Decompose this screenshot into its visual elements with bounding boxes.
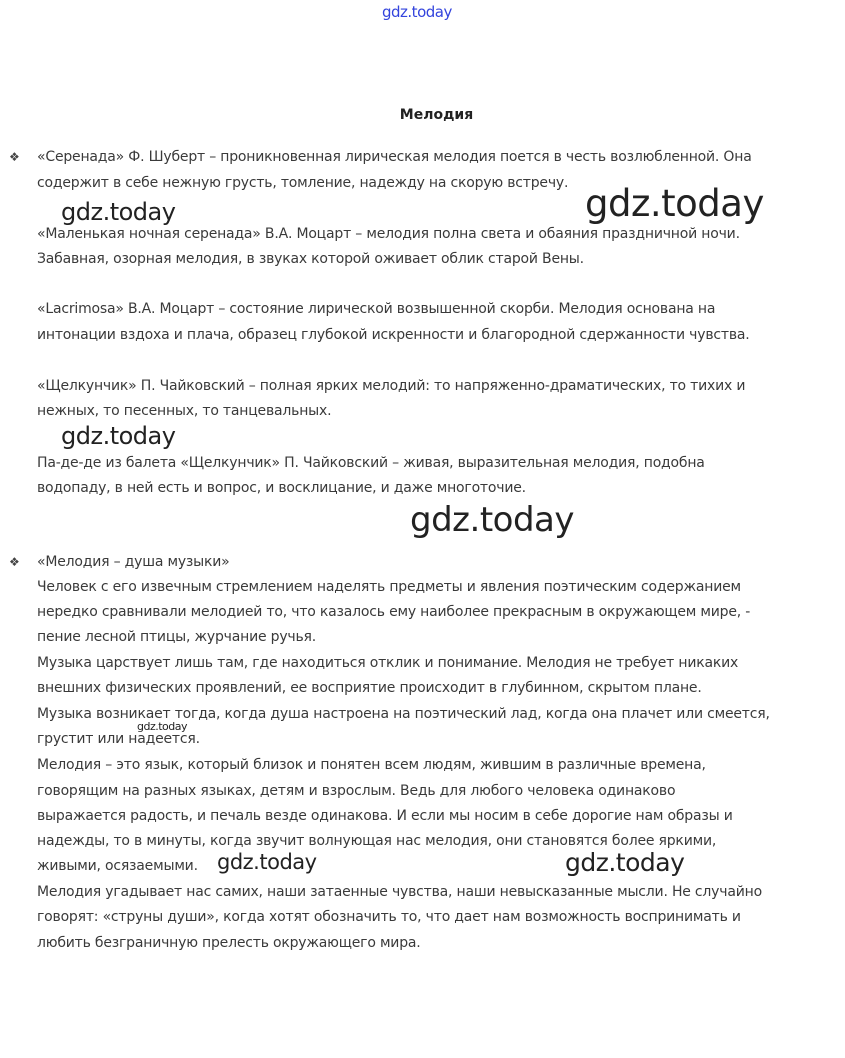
text-line: интонации вздоха и плача, образец глубокой искренности и благородной сдержанности чувства.	[37, 327, 750, 343]
watermark: gdz.today	[410, 500, 574, 540]
text-line: Музыка возникает тогда, когда душа настроена на поэтический лад, когда она плачет или смеется,	[37, 706, 770, 722]
text-line: внешних физических проявлений, ее восприятие происходит в глубинном, скрытом плане.	[37, 680, 702, 696]
watermark-top: gdz.today	[382, 3, 452, 21]
text-line: водопаду, в ней есть и вопрос, и восклицание, и даже многоточие.	[37, 480, 526, 496]
page-title: Мелодия	[399, 107, 474, 123]
watermark: gdz.today	[217, 850, 317, 874]
text-line: «Мелодия – душа музыки»	[37, 554, 230, 570]
text-line: Забавная, озорная мелодия, в звуках которой оживает облик старой Вены.	[37, 251, 584, 267]
text-line: «Щелкунчик» П. Чайковский – полная ярких мелодий: то напряженно-драматических, то тихих и	[37, 378, 746, 394]
text-line: выражается радость, и печаль везде одинакова. И если мы носим в себе дорогие нам образы и	[37, 808, 733, 824]
text-line: Человек с его извечным стремлением наделять предметы и явления поэтическим содержанием	[37, 579, 741, 595]
text-line: Мелодия – это язык, который близок и понятен всем людям, жившим в различные времена,	[37, 757, 706, 773]
text-line: Мелодия угадывает нас самих, наши затаенные чувства, наши невысказанные мысли. Не случайно	[37, 884, 762, 900]
watermark: gdz.today	[61, 422, 176, 450]
text-line: живыми, осязаемыми.	[37, 858, 198, 874]
text-line: говорящим на разных языках, детям и взрослым. Ведь для любого человека одинаково	[37, 783, 676, 799]
text-line: Музыка царствует лишь там, где находиться отклик и понимание. Мелодия не требует никаких	[37, 655, 739, 671]
watermark: gdz.today	[137, 720, 188, 733]
text-line: нередко сравнивали мелодией то, что казалось ему наиболее прекрасным в окружающем мире, -	[37, 604, 751, 620]
text-line: «Маленькая ночная серенада» В.А. Моцарт – мелодия полна света и обаяния праздничной ночи.	[37, 226, 740, 242]
text-line: нежных, то песенных, то танцевальных.	[37, 403, 332, 419]
watermark: gdz.today	[585, 182, 764, 225]
text-line: грустит или надеется.	[37, 731, 200, 747]
text-line: «Серенада» Ф. Шуберт – проникновенная лирическая мелодия поется в честь возлюбленной. Она	[37, 149, 752, 165]
text-line: «Lacrimosa» В.А. Моцарт – состояние лирической возвышенной скорби. Мелодия основана на	[37, 301, 716, 317]
text-line: пение лесной птицы, журчание ручья.	[37, 629, 317, 645]
watermark: gdz.today	[565, 848, 685, 877]
text-line: говорят: «струны души», когда хотят обозначить то, что дает нам возможность воспринимать и	[37, 909, 741, 925]
text-line: Па-де-де из балета «Щелкунчик» П. Чайковский – живая, выразительная мелодия, подобна	[37, 455, 705, 471]
diamond-bullet-icon: ❖	[9, 150, 20, 164]
diamond-bullet-icon: ❖	[9, 555, 20, 569]
text-line: любить безграничную прелесть окружающего мира.	[37, 935, 421, 951]
text-line: надежды, то в минуты, когда звучит волнующая нас мелодия, они становятся более яркими,	[37, 833, 717, 849]
text-line: содержит в себе нежную грусть, томление, надежду на скорую встречу.	[37, 175, 569, 191]
watermark: gdz.today	[61, 198, 176, 226]
